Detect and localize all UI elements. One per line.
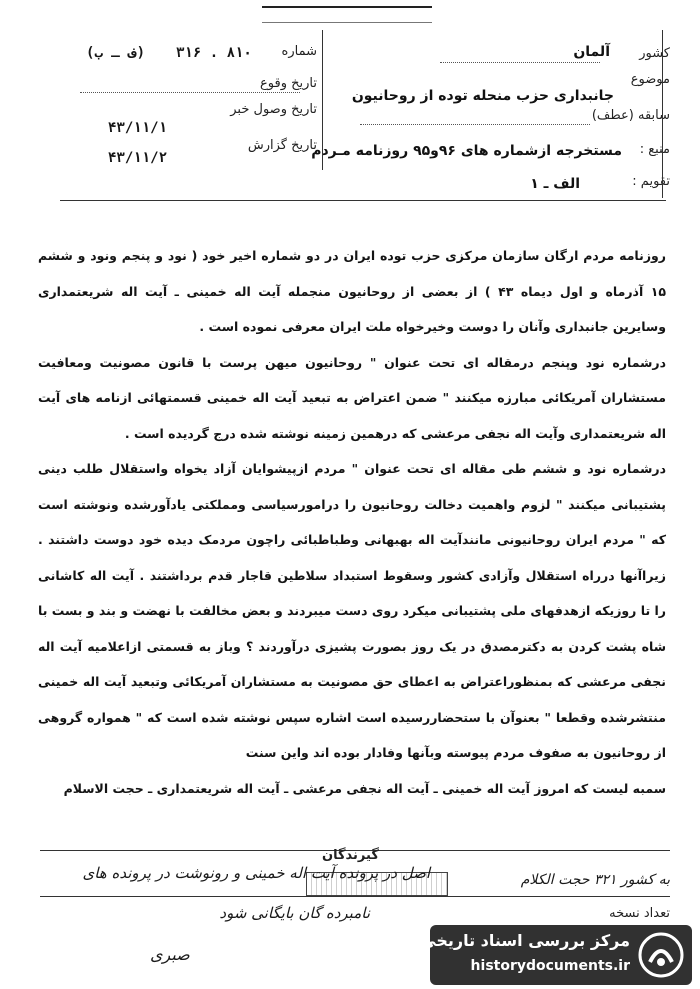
source-label: منبع : — [639, 142, 670, 157]
paragraph-2: درشماره نود وپنجم درمقاله ای تحت عنوان " روحانیون میهن پرست با قانون مصونیت ومعافیت مستشاران آمریکائی مبارزه میکنند " ضمن اعتراض به تبعید آیت اله خمینی قسمتهائی ازنامه های آیت اله شریعتمداری وآیت اله نجفی مرعشی که درهمین زمینه نوشته شده درج گردیده است . — [38, 354, 666, 441]
copies-label: تعداد نسخه — [609, 906, 670, 921]
paragraph-4: سمبه لیست که امروز آیت اله خمینی ـ آیت اله نجفی مرعشی ـ آیت اله شریعتمداری ـ حجت الاسلام — [63, 780, 666, 796]
signature: صبری — [150, 945, 190, 964]
country-label: کشور — [639, 46, 670, 61]
source-value: مستخرجه ازشماره های ۹۶و۹۵ روزنامه مـردم — [311, 143, 622, 159]
subject-label: موضوع — [630, 72, 670, 87]
number-value: ۳۱۶ . ۸۱۰ — [176, 45, 252, 61]
paragraph-1: روزنامه مردم ارگان سازمان مرکزی حزب توده ایران در دو شماره اخیر خود ( نود و پنجم ونود و ششم ۱۵ آذرماه و اول دیماه ۴۳ ) از بعضی از روحانیون منجمله آیت اله خمینی ـ آیت اله شریعتمداری وسایرین جانبداری وآنان را دوست وخیرخواه ملت ایران معرفی نموده است . — [38, 248, 666, 334]
calendar-label: تقویم : — [632, 174, 670, 189]
header-stamp-bar — [262, 6, 432, 23]
country-value: آلمان — [573, 44, 610, 60]
watermark-title: مرکز بررسی اسناد تاریخی — [420, 931, 630, 950]
number-label: شماره — [281, 44, 317, 59]
report-date-value: ۴۳/۱۱/۲ — [108, 150, 168, 166]
number-code: (ف ـ ب) — [86, 45, 146, 61]
precedent-label: سابقه (عطف) — [591, 108, 670, 123]
subject-value: جانبداری حزب منحله توده از روحانیون — [351, 88, 614, 104]
report-date-label: تاریخ گزارش — [247, 138, 317, 153]
recipient-note: اصل در پرونده آیت اله خمینی و رونوشت در پرونده های — [82, 864, 430, 882]
paragraph-3: درشماره نود و ششم طی مقاله ای تحت عنوان " مردم ازپیشوایان آزاد یخواه واستقلال طلب دینی پشتیبانی میکنند " لزوم واهمیت دخالت روحانیون را درامورسیاسی ومملکتی یادآورشده ونوشته است که " مردم ایران روحانیونی مانندآیت اله بهبهانی وطباطبائی راچون مردمک دیده خود دوست داشتند . زیراآنها درراه استقلال وآزادی کشور وسقوط استبداد سلاطین قاجار قدم برداشتند . آیت اله کاشانی را تا روزیکه ازهدفهای ملی پشتیبانی میکرد روی دست میبردند و بعض مخالفت با نهضت و بند و بست با شاه پشت کردن به دکترمصدق در یک روز بصورت پشیزی درآوردند ؟ وباز به قسمتی ازاعلامیه آیت اله نجفی مرعشی که بمنظوراعتراض به اعطای حق مصونیت به مستشاران آمریکائی وتبعید آیت اله خمینی منتشرشده وقطعا " بعنوآن با ستحضاررسیده است اشاره سپس نوشته شده است که " همواره گروهی از روحانیون به صفوف مردم پیوسته وبآنها وفادار بوده اند واین سنت — [38, 461, 666, 760]
watermark-url: historydocuments.ir — [470, 958, 630, 974]
archive-logo-icon — [638, 932, 684, 978]
received-date-label: تاریخ وصول خبر — [230, 102, 317, 117]
recipient-handwriting: به کشور ۳۲۱ حجت الکلام — [520, 872, 670, 888]
routing-note: نامبرده گان بایگانی شود — [219, 904, 370, 922]
recipients-label: گیرندگان — [322, 848, 379, 863]
calendar-value: الف ـ ۱ — [530, 176, 580, 192]
event-date-label: تاریخ وقوع — [260, 76, 317, 91]
archive-watermark — [420, 925, 692, 985]
received-date-value: ۴۳/۱۱/۱ — [108, 120, 168, 136]
report-body — [38, 238, 666, 806]
